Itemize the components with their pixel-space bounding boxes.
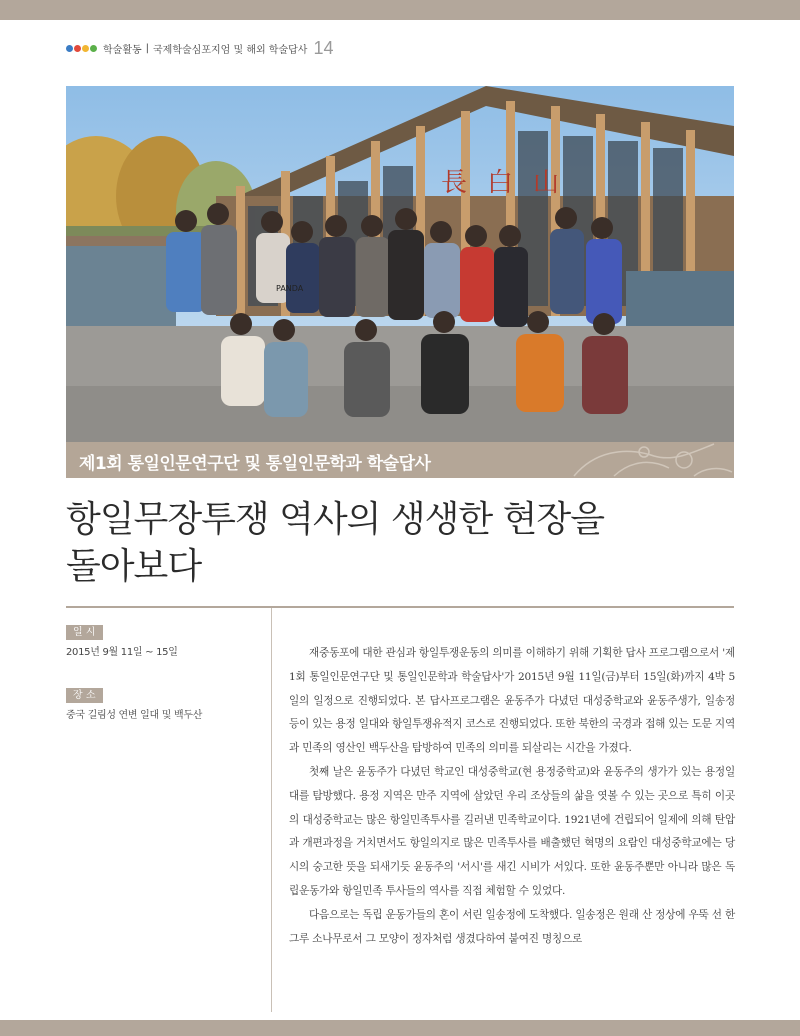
running-header: [66, 37, 333, 59]
body-paragraph-3: 다음으로는 독립 운동가들의 혼이 서린 일송정에 도착했다. 일송정은 원래 산 정상에 우뚝 선 한 그루 소나무로서 그 모양이 정자처럼 생겼다하여 붙여진 명칭으로: [289, 908, 735, 945]
place-value: 중국 길림성 연변 일대 및 백두산: [66, 710, 203, 721]
title-line-2: 돌아보다: [66, 546, 202, 587]
photo-caption-banner: [66, 442, 734, 478]
body-paragraph-1: 재중동포에 대한 관심과 항일투쟁운동의 의미를 이해하기 위해 기획한 답사 프로그램으로서 '제1회 통일인문연구단 및 통일인문학과 학술답사'가 2015년 9월 11일(금)부터 15일(화)까지 4박 5일의 일정으로 진행되었다. 본 답사프로그램은 윤동주가 다녔던 대성중학교와 윤동주생가, 일송정 등이 있는 용정 일대와 항일투쟁유적지 코스로 진행되었다. 또한 북한의 국경과 접해 있는 도문 지역과 민족의 영산인 백두산을 탐방하여 민족의 의미를 되살리는 시간을 가졌다.: [289, 647, 735, 755]
shirt-text: PANDA: [276, 284, 304, 293]
group-photo: [66, 86, 734, 442]
bottom-color-bar: [0, 1020, 800, 1036]
article-title: [66, 496, 734, 590]
title-divider: [66, 606, 734, 608]
top-color-bar: [0, 0, 800, 20]
date-label: 일 시: [66, 625, 103, 640]
floral-ornament-icon: [534, 442, 734, 478]
logo-icon: [66, 45, 97, 52]
body-paragraph-2: 첫째 날은 윤동주가 다녔던 학교인 대성중학교(현 용정중학교)와 윤동주의 생가가 있는 용정일대를 탐방했다. 용정 지역은 만주 지역에 살았던 우리 조상들의 삶을 엿볼 수 있는 곳으로 특히 이곳의 대성중학교는 많은 항일민족투사를 길러낸 민족학교이다. 1921년에 건립되어 일제에 의해 탄압과 개편과정을 거치면서도 항일의지로 많은 민족투사를 배출했던 혁명의 요람인 대성중학교에는 당시의 숭고한 뜻을 되새기듯 윤동주의 '서시'를 새긴 시비가 서있다. 또한 윤동주뿐만 아니라 많은 독립운동가와 항일민족 투사들의 역사를 직접 체험할 수 있었다.: [289, 765, 735, 897]
title-line-1: 항일무장투쟁 역사의 생생한 현장을: [66, 499, 604, 540]
date-value: 2015년 9월 11일 ~ 15일: [66, 647, 178, 658]
header-section: 학술활동: [103, 44, 142, 56]
article-body: [289, 642, 735, 951]
place-block: [66, 683, 266, 721]
header-subsection: 국제학술심포지엄 및 해외 학술답사: [153, 44, 308, 56]
header-separator: |: [145, 42, 150, 54]
page-number: 14: [313, 37, 334, 58]
sign-text: 長白山: [441, 168, 580, 198]
banner-title: 제1회 통일인문연구단 및 통일인문학과 학술답사: [79, 454, 431, 474]
place-label: 장 소: [66, 688, 103, 703]
date-block: [66, 620, 266, 658]
column-divider: [271, 608, 272, 1012]
